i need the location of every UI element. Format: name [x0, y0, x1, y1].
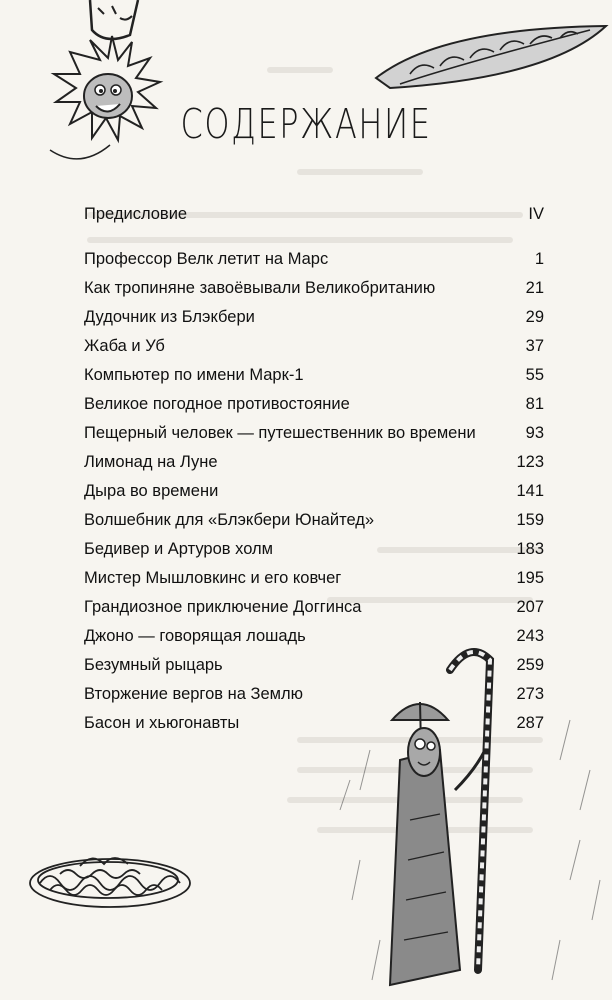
toc-title: Дыра во времени	[84, 482, 219, 500]
toc-row[interactable]	[84, 448, 544, 477]
toc-title: Мистер Мышловкинс и его ковчег	[84, 569, 342, 587]
toc-row[interactable]	[84, 274, 544, 303]
toc-row[interactable]	[84, 680, 544, 709]
toc-title: Компьютер по имени Марк-1	[84, 366, 304, 384]
toc-title: Лимонад на Луне	[84, 453, 218, 471]
toc-page-number: 29	[525, 308, 544, 326]
toc-title: Профессор Велк летит на Марс	[84, 250, 329, 268]
table-of-contents	[84, 200, 544, 732]
toc-page-number: 1	[534, 250, 544, 268]
leaf-scribble-illustration	[370, 18, 610, 98]
toc-row[interactable]	[84, 419, 544, 448]
toc-page-number: 55	[525, 366, 544, 384]
toc-title: Дудочник из Блэкбери	[84, 308, 255, 326]
toc-page-number: 287	[516, 714, 544, 732]
toc-row[interactable]	[84, 535, 544, 564]
toc-row[interactable]	[84, 709, 544, 738]
toc-page-number: 93	[525, 424, 544, 442]
toc-page-number: IV	[528, 205, 544, 223]
toc-title: Вторжение вергов на Землю	[84, 685, 303, 703]
toc-row[interactable]	[84, 651, 544, 680]
toc-title: Безумный рыцарь	[84, 656, 223, 674]
toc-row[interactable]	[84, 390, 544, 419]
toc-title: Великое погодное противостояние	[84, 395, 350, 413]
toc-title: Жаба и Уб	[84, 337, 165, 355]
toc-row[interactable]	[84, 245, 544, 274]
toc-title: Грандиозное приключение Доггинса	[84, 598, 362, 616]
toc-row[interactable]	[84, 506, 544, 535]
toc-row[interactable]	[84, 361, 544, 390]
toc-title: Предисловие	[84, 205, 188, 223]
toc-title: Джоно — говорящая лошадь	[84, 627, 306, 645]
toc-page-number: 123	[516, 453, 544, 471]
toc-page-number: 81	[525, 395, 544, 413]
toc-row[interactable]	[84, 622, 544, 651]
toc-page-number: 259	[516, 656, 544, 674]
toc-row[interactable]	[84, 477, 544, 506]
toc-page-number: 273	[516, 685, 544, 703]
toc-row[interactable]	[84, 332, 544, 361]
toc-page-number: 195	[516, 569, 544, 587]
toc-page-number: 21	[525, 279, 544, 297]
toc-page-number: 159	[516, 511, 544, 529]
toc-row[interactable]	[84, 200, 544, 229]
toc-title: Пещерный человек — путешественник во времени	[84, 424, 476, 442]
toc-row[interactable]	[84, 303, 544, 332]
toc-row[interactable]	[84, 593, 544, 622]
toc-page-number: 141	[516, 482, 544, 500]
toc-page-number: 183	[516, 540, 544, 558]
page-title: СОДЕРЖАНИЕ	[180, 100, 432, 148]
toc-title: Бедивер и Артуров холм	[84, 540, 273, 558]
toc-page-number: 243	[516, 627, 544, 645]
toc-title: Волшебник для «Блэкбери Юнайтед»	[84, 511, 375, 529]
toc-title: Как тропиняне завоёвывали Великобританию	[84, 279, 436, 297]
scribble-illustration	[20, 838, 200, 928]
toc-title: Басон и хьюгонавты	[84, 714, 240, 732]
toc-page-number: 207	[516, 598, 544, 616]
toc-page-number: 37	[525, 337, 544, 355]
toc-row[interactable]	[84, 564, 544, 593]
